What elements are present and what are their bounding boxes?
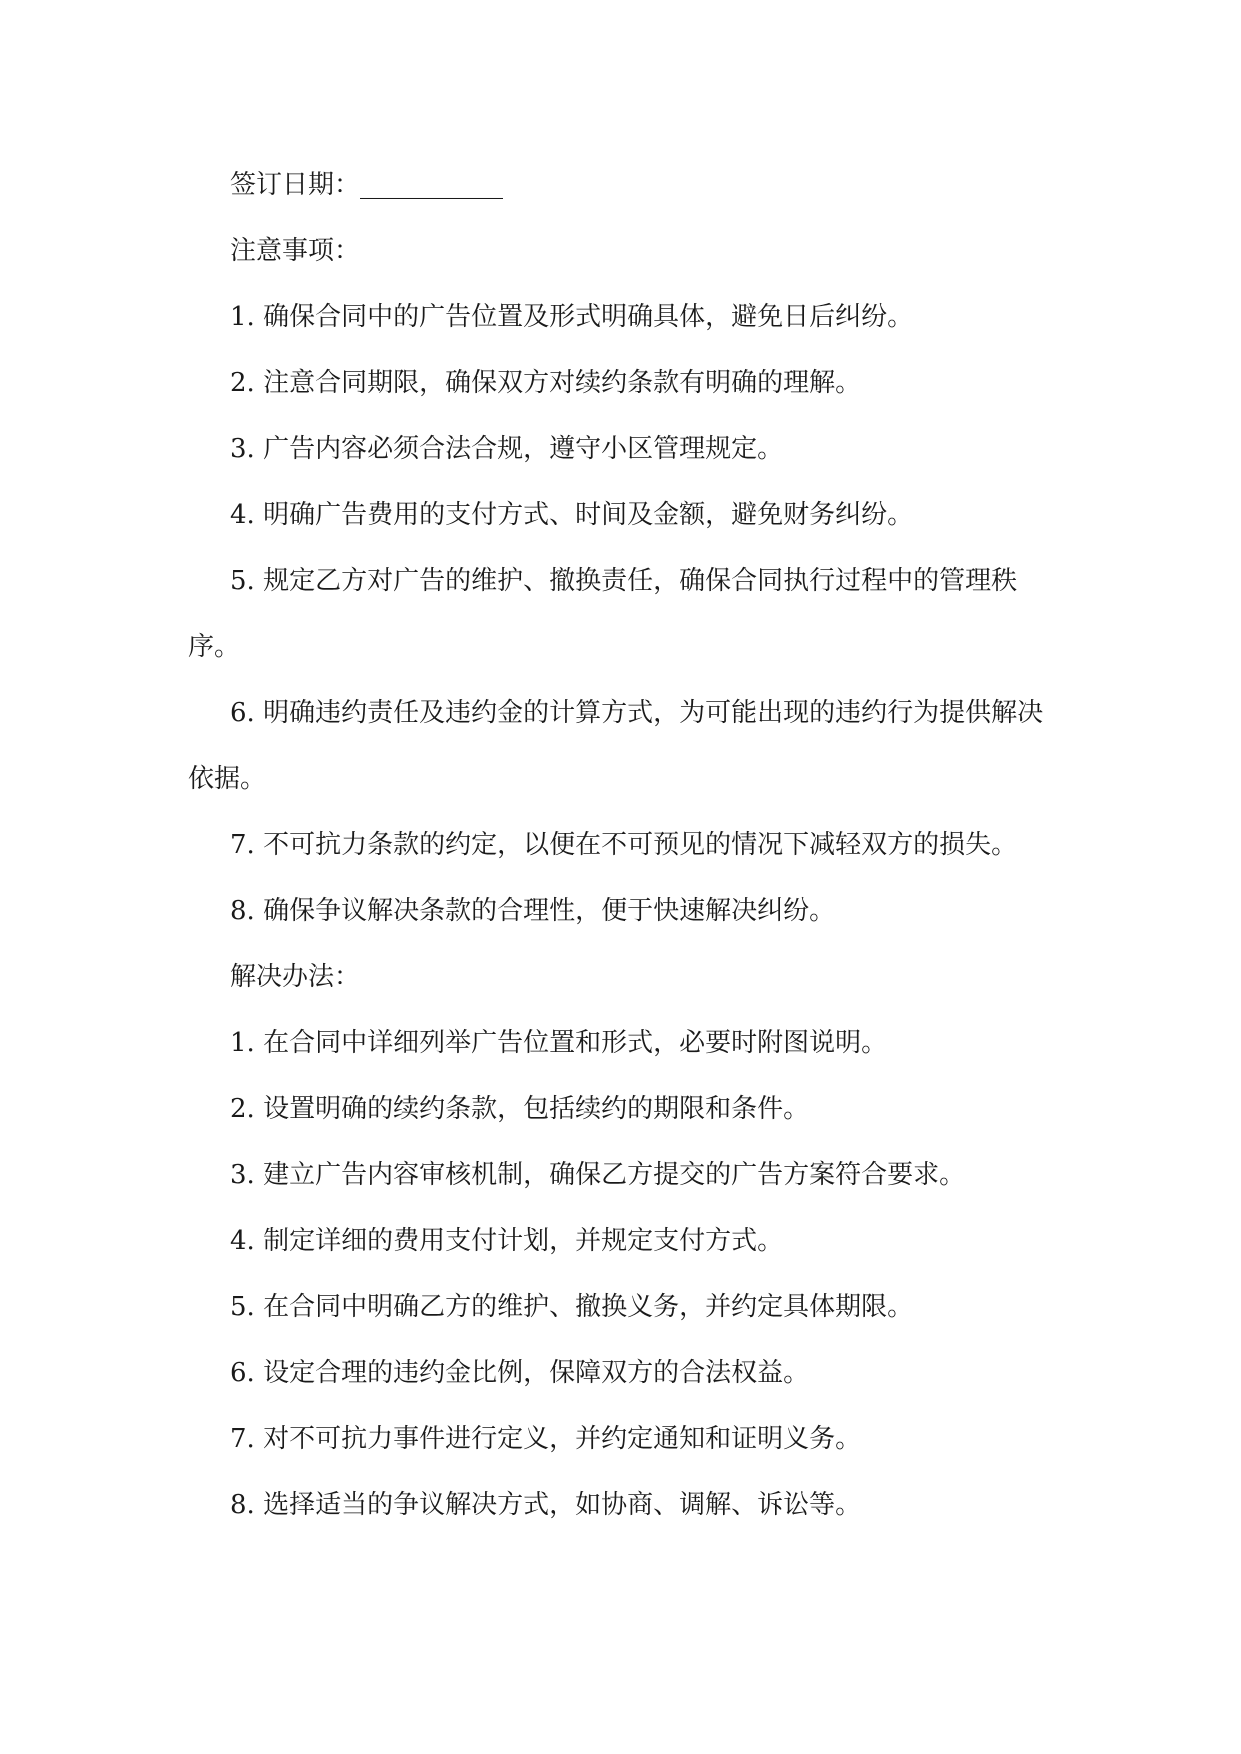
note-item-3: 3. 广告内容必须合法合规，遵守小区管理规定。 xyxy=(230,434,784,464)
note-item-8: 8. 确保争议解决条款的合理性，便于快速解决纠纷。 xyxy=(230,896,836,926)
note-item-5: 5. 规定乙方对广告的维护、撤换责任，确保合同执行过程中的管理秩序。 xyxy=(188,566,1018,662)
note-item-4: 4. 明确广告费用的支付方式、时间及金额，避免财务纠纷。 xyxy=(230,500,914,530)
notes-heading: 注意事项： xyxy=(230,236,361,266)
note-item-2: 2. 注意合同期限，确保双方对续约条款有明确的理解。 xyxy=(230,368,862,398)
solution-item-5: 5. 在合同中明确乙方的维护、撤换义务，并约定具体期限。 xyxy=(230,1292,914,1322)
solution-item-6: 6. 设定合理的违约金比例，保障双方的合法权益。 xyxy=(230,1358,810,1388)
sign-date-line: 签订日期：___________ xyxy=(230,170,504,200)
solution-item-1: 1. 在合同中详细列举广告位置和形式，必要时附图说明。 xyxy=(230,1028,888,1058)
solution-item-7: 7. 对不可抗力事件进行定义，并约定通知和证明义务。 xyxy=(230,1424,862,1454)
solution-item-2: 2. 设置明确的续约条款，包括续约的期限和条件。 xyxy=(230,1094,810,1124)
note-item-1: 1. 确保合同中的广告位置及形式明确具体，避免日后纠纷。 xyxy=(230,302,914,332)
solutions-heading: 解决办法： xyxy=(230,962,361,992)
note-item-7: 7. 不可抗力条款的约定，以便在不可预见的情况下减轻双方的损失。 xyxy=(230,830,1018,860)
document-body xyxy=(188,152,1058,1538)
solution-item-4: 4. 制定详细的费用支付计划，并规定支付方式。 xyxy=(230,1226,784,1256)
note-item-6: 6. 明确违约责任及违约金的计算方式，为可能出现的违约行为提供解决依据。 xyxy=(188,698,1044,794)
solution-item-3: 3. 建立广告内容审核机制，确保乙方提交的广告方案符合要求。 xyxy=(230,1160,966,1190)
solution-item-8: 8. 选择适当的争议解决方式，如协商、调解、诉讼等。 xyxy=(230,1490,862,1520)
